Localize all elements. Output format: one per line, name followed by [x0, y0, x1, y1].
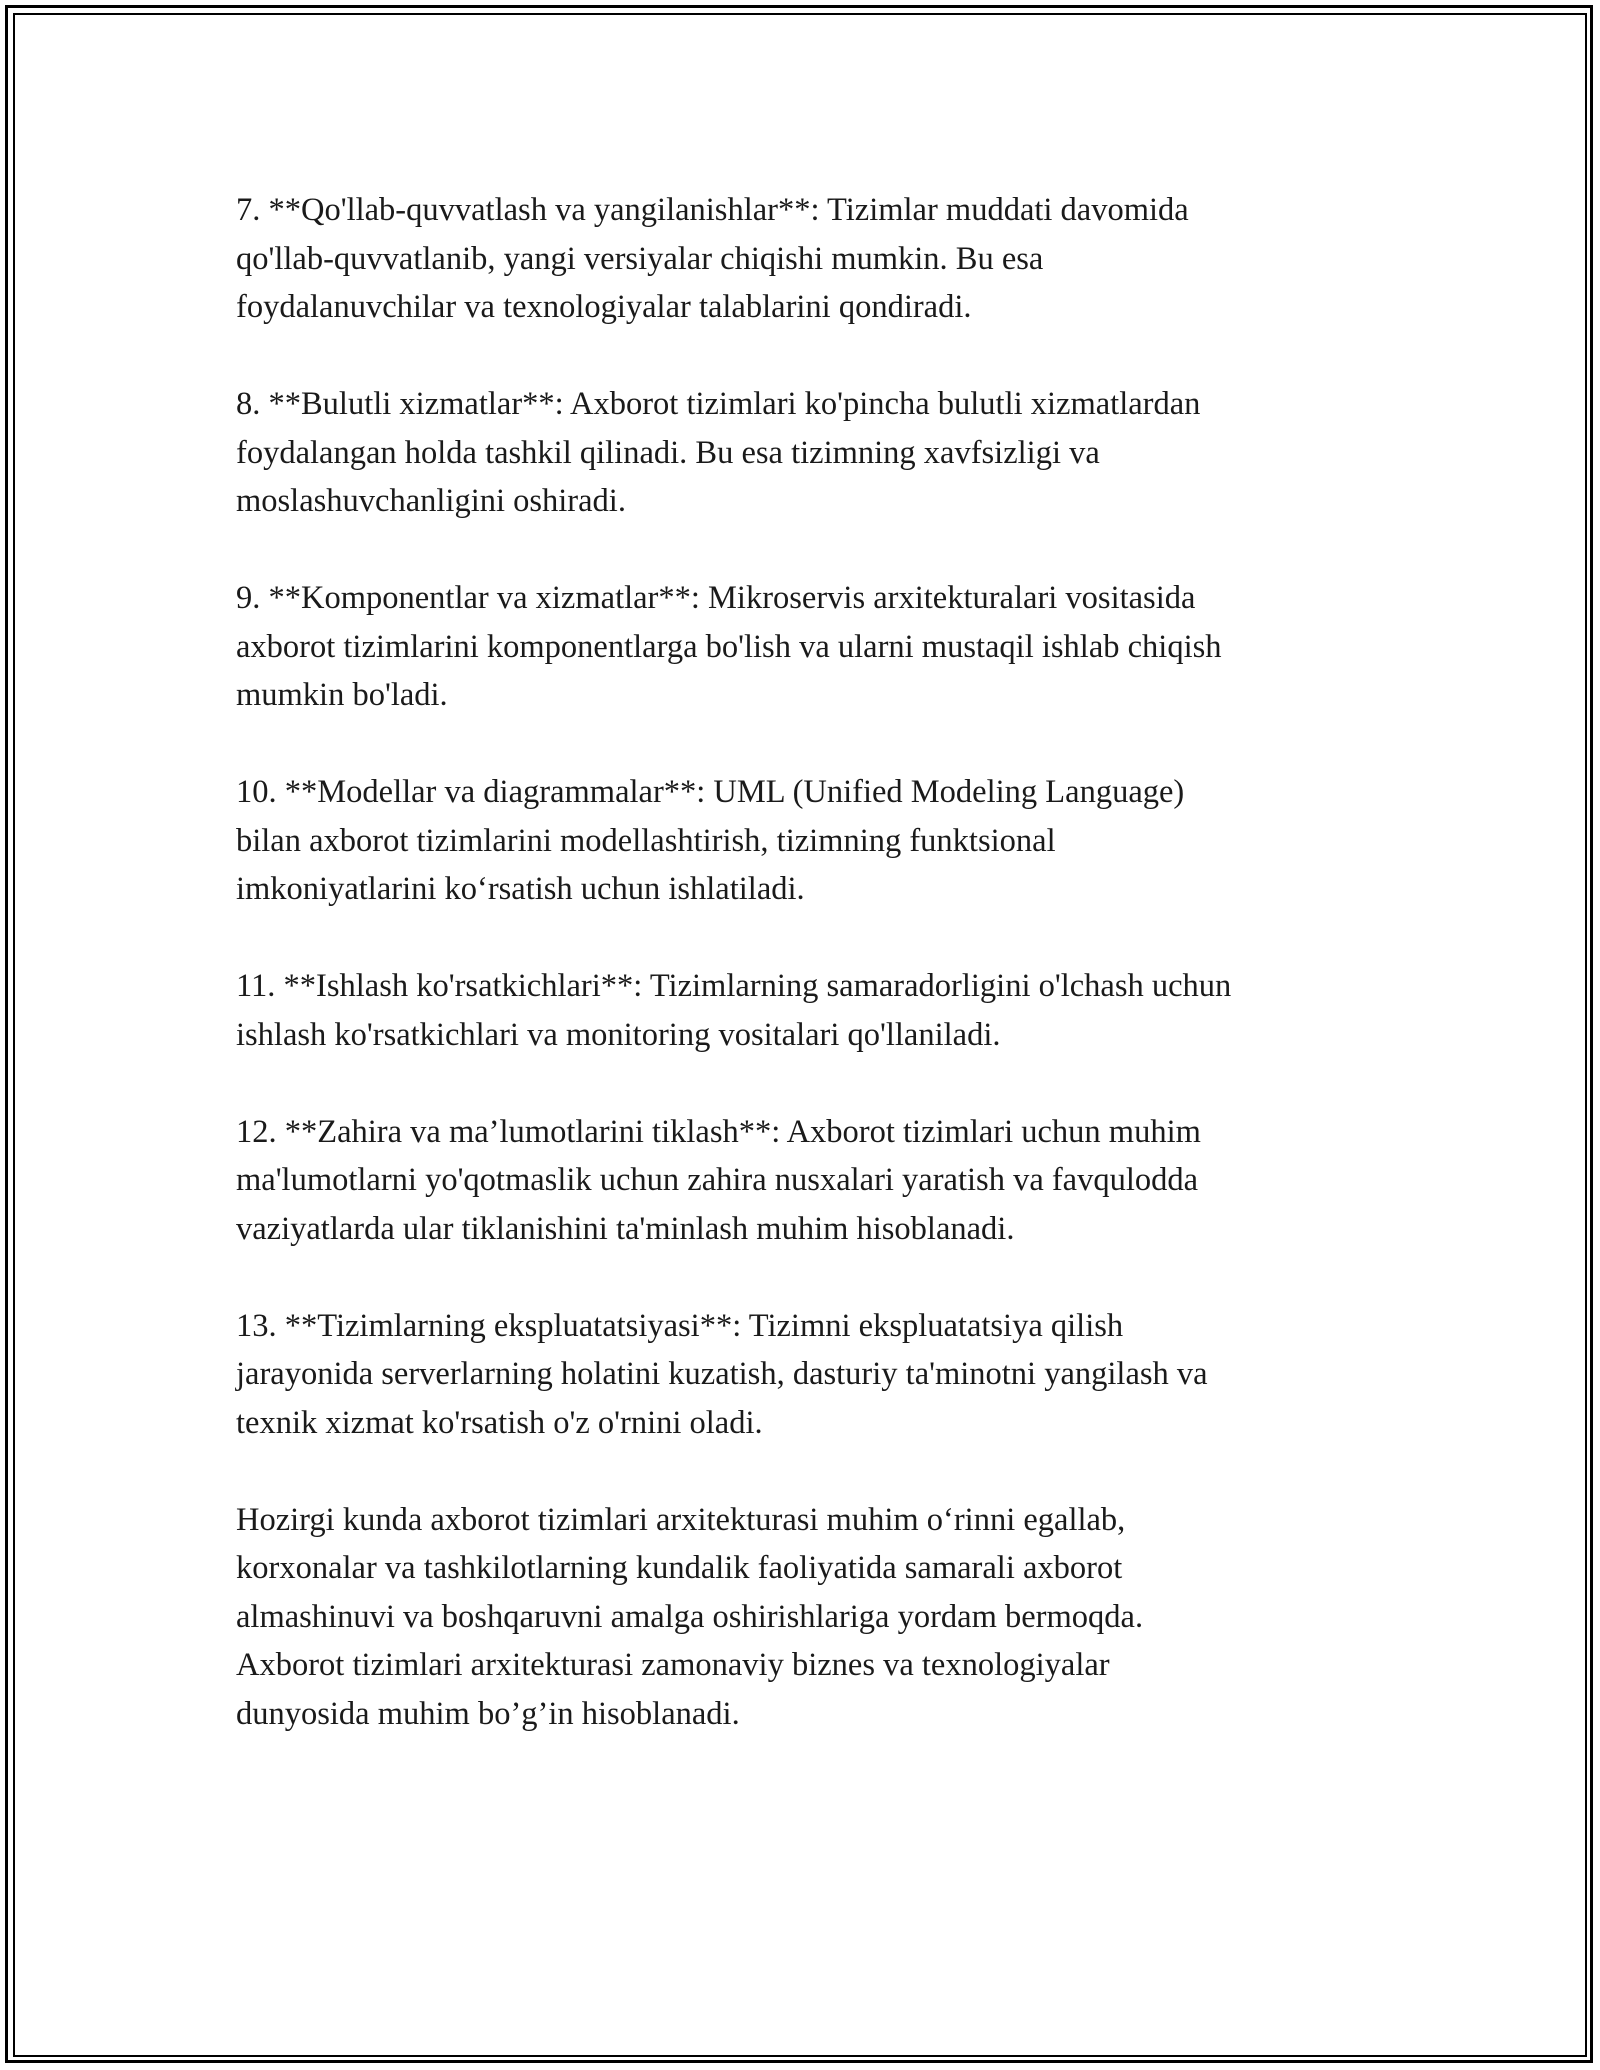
list-item-8: 8. **Bulutli xizmatlar**: Axborot tizimlari ko'pincha bulutli xizmatlardan foydalangan holda tashkil qilinadi. Bu esa tizimning xavfsizligi va moslashuvchanligini oshiradi.	[236, 386, 1201, 519]
list-item-9: 9. **Komponentlar va xizmatlar**: Mikroservis arxitekturalari vositasida axborot tizimlarini komponentlarga bo'lish va ularni mustaqil ishlab chiqish mumkin bo'ladi.	[236, 580, 1222, 713]
list-item-12: 12. **Zahira va ma’lumotlarini tiklash**: Axborot tizimlari uchun muhim ma'lumotlarni yo'qotmaslik uchun zahira nusxalari yaratish va favqulodda vaziyatlarda ular tiklanishini ta'minlash muhim hisoblanadi.	[236, 1113, 1201, 1247]
list-item-13: 13. **Tizimlarning ekspluatatsiyasi**: Tizimni ekspluatatsiya qilish jarayonida serverlarning holatini kuzatish, dasturiy ta'minotni yangilash va texnik xizmat ko'rsatish o'z o'rnini oladi.	[236, 1307, 1208, 1441]
list-item-10: 10. **Modellar va diagrammalar**: UML (Unified Modeling Language) bilan axborot tizimlarini modellashtirish, tizimning funktsional imkoniyatlarini ko‘rsatish uchun ishlatiladi.	[236, 774, 1185, 907]
list-item-7: 7. **Qo'llab-quvvatlash va yangilanishlar**: Tizimlar muddati davomida qo'llab-quvvatlanib, yangi versiyalar chiqishi mumkin. Bu esa foydalanuvchilar va texnologiyalar talablarini qondiradi.	[236, 192, 1189, 325]
conclusion-paragraph: Hozirgi kunda axborot tizimlari arxitekturasi muhim o‘rinni egallab, korxonalar va tashkilotlarning kundalik faoliyatida samarali axborot almashinuvi va boshqaruvni amalga oshirishlariga yordam bermoqda. Axborot tizimlari arxitekturasi zamonaviy biznes va texnologiyalar dunyosida muhim bo’g’in hisoblanadi.	[236, 1501, 1144, 1732]
list-item-11: 11. **Ishlash ko'rsatkichlari**: Tizimlarning samaradorligini o'lchash uchun ishlash ko'rsatkichlari va monitoring vositalari qo'llaniladi.	[236, 968, 1232, 1053]
document-body	[236, 186, 1416, 1787]
